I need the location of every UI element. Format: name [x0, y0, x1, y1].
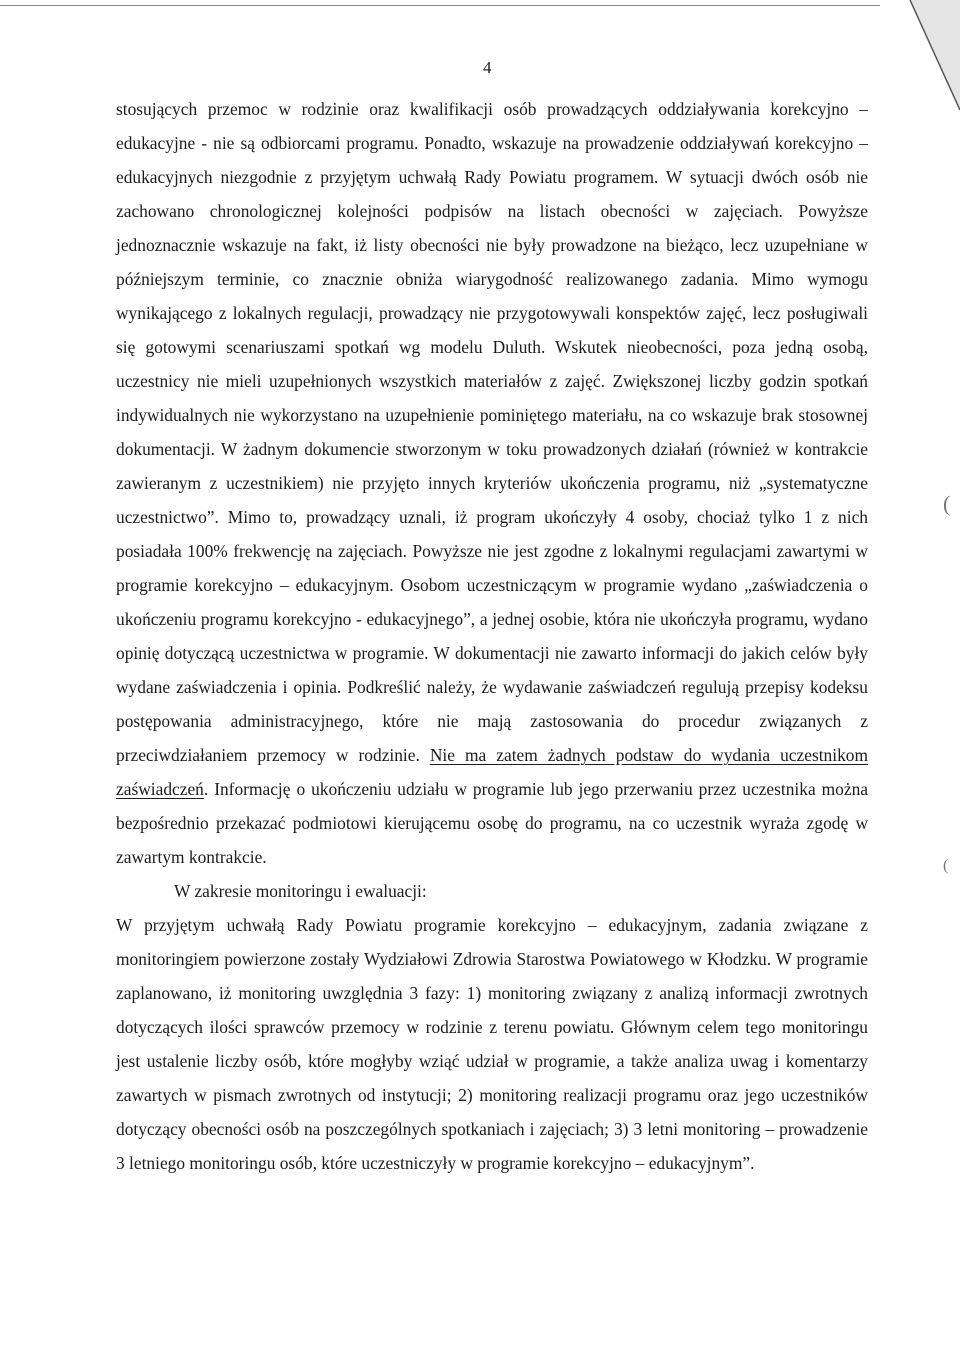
document-body — [116, 92, 868, 1180]
margin-bracket-mark: ( — [943, 491, 951, 516]
underlined-conclusion: Nie ma zatem żadnych podstaw do wydania uczestnikom zaświadczeń — [116, 745, 868, 799]
paragraph-text-continued: . Informację o ukończeniu udziału w programie lub jego przerwaniu przez uczestnika można bezpośrednio przekazać podmiotowi kierującemu osobę do programu, na co uczestnik wyraża zgodę w zawartym kontrakcie. — [116, 779, 868, 867]
section-heading-monitoring: W zakresie monitoringu i ewaluacji: — [174, 881, 427, 901]
paragraph-program-findings — [116, 92, 868, 874]
paragraph-monitoring: W przyjętym uchwałą Rady Powiatu programie korekcyjno – edukacyjnym, zadania związane z monitoringiem powierzone zostały Wydziałowi Zdrowia Starostwa Powiatowego w Kłodzku. W programie zaplanowano, iż monitoring uwzględnia 3 fazy: 1) monitoring związany z analizą informacji zwrotnych dotyczących ilości sprawców przemocy w rodzinie z terenu powiatu. Głównym celem tego monitoringu jest ustalenie liczby osób, które mogłyby wziąć udział w programie, a także analiza uwag i komentarzy zawartych w pismach zwrotnych od instytucji; 2) monitoring realizacji programu oraz jego uczestników dotyczący obecności osób na poszczególnych spotkaniach i zajęciach; 3) 3 letni monitoring – prowadzenie 3 letniego monitoringu osób, które uczestniczyły w programie korekcyjno – edukacyjnym”. — [116, 915, 868, 1173]
page-number: 4 — [483, 58, 492, 77]
top-scan-line — [0, 5, 880, 6]
paragraph-text: stosujących przemoc w rodzinie oraz kwalifikacji osób prowadzących oddziaływania korekcyjno – edukacyjne - nie są odbiorcami programu. Ponadto, wskazuje na prowadzenie oddziaływań korekcyjno – edukacyjnych niezgodnie z przyjętym uchwałą Rady Powiatu programem. W sytuacji dwóch osób nie zachowano chronologicznej kolejności podpisów na listach obecności w zajęciach. Powyższe jednoznacznie wskazuje na fakt, iż listy obecności nie były prowadzone na bieżąco, lecz uzupełniane w późniejszym terminie, co znacznie obniża wiarygodność realizowanego zadania. Mimo wymogu wynikającego z lokalnych regulacji, prowadzący nie przygotowywali konspektów zajęć, lecz posługiwali się gotowymi scenariuszami spotkań wg modelu Duluth. Wskutek nieobecności, poza jedną osobą, uczestnicy nie mieli uzupełnionych wszystkich materiałów z zajęć. Zwiększonej liczby godzin spotkań indywidualnych nie wykorzystano na uzupełnienie pominiętego materiału, na co wskazuje brak stosownej dokumentacji. W żadnym dokumencie stworzonym w toku prowadzonych działań (również w kontrakcie zawieranym z uczestnikiem) nie przyjęto innych kryteriów ukończenia programu, niż „systematyczne uczestnictwo”. Mimo to, prowadzący uznali, iż program ukończyły 4 osoby, chociaż tylko 1 z nich posiadała 100% frekwencję na zajęciach. Powyższe nie jest zgodne z lokalnymi regulacjami zawartymi w programie korekcyjno – edukacyjnym. Osobom uczestniczącym w programie wydano „zaświadczenia o ukończeniu programu korekcyjno - edukacyjnego”, a jednej osobie, która nie ukończyła programu, wydano opinię dotyczącą uczestnictwa w programie. W dokumentacji nie zawarto informacji do jakich celów były wydane zaświadczenia i opinia. Podkreślić należy, że wydawanie zaświadczeń regulują przepisy kodeksu postępowania administracyjnego, które nie mają zastosowania do procedur związanych z przeciwdziałaniem przemocy w rodzinie. — [116, 99, 868, 765]
page-corner-fold — [870, 0, 960, 110]
margin-bracket-mark: ( — [943, 857, 949, 874]
